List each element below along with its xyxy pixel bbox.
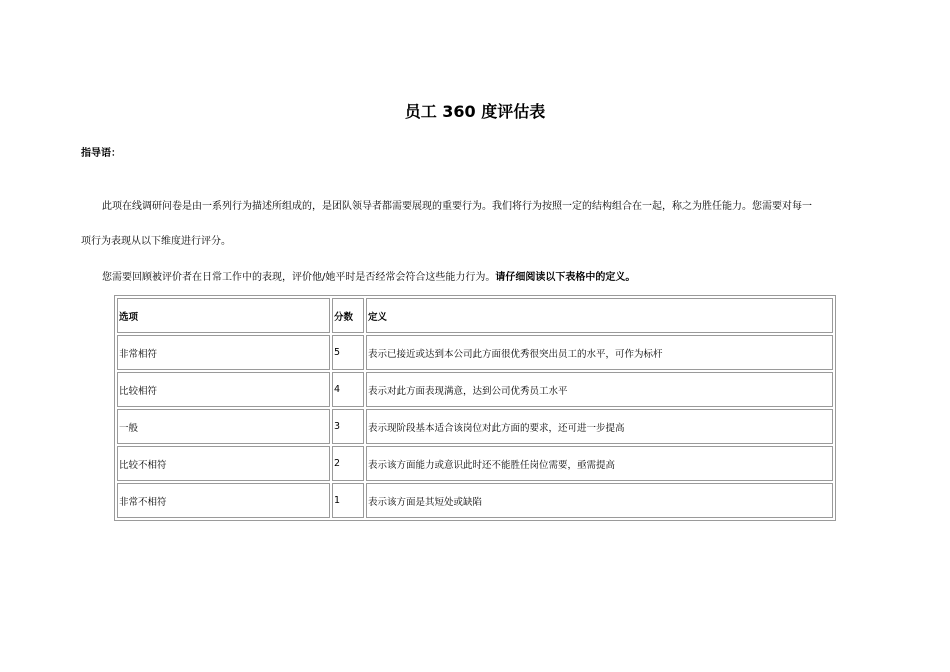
instruction-emphasis: 请仔细阅读以下表格中的定义。 xyxy=(495,272,636,283)
cell-score: 3 xyxy=(332,409,364,444)
cell-definition: 表示该方面能力或意识此时还不能胜任岗位需要，亟需提高 xyxy=(366,446,833,481)
cell-definition: 表示该方面是其短处或缺陷 xyxy=(366,483,833,518)
table-row xyxy=(117,409,833,444)
cell-score: 2 xyxy=(332,446,364,481)
instruction-paragraph xyxy=(81,270,892,286)
cell-option: 非常不相符 xyxy=(117,483,330,518)
guide-label: 指导语： xyxy=(81,148,121,159)
instruction-text: 您需要回顾被评价者在日常工作中的表现，评价他/她平时是否经常会符合这些能力行为。 xyxy=(102,272,496,283)
cell-score: 1 xyxy=(332,483,364,518)
intro-paragraph-line-1: 此项在线调研问卷是由一系列行为描述所组成的，是团队领导者都需要展现的重要行为。我们将行为按照一定的结构组合在一起，称之为胜任能力。您需要对每一 xyxy=(102,201,812,212)
cell-definition: 表示已接近或达到本公司此方面很优秀很突出员工的水平，可作为标杆 xyxy=(366,335,833,370)
cell-score: 4 xyxy=(332,372,364,407)
rating-definition-table xyxy=(114,295,836,521)
table-row xyxy=(117,446,833,481)
header-definition: 定义 xyxy=(366,298,833,333)
cell-option: 一般 xyxy=(117,409,330,444)
header-option: 选项 xyxy=(117,298,330,333)
table-header-row xyxy=(117,298,833,333)
table-row xyxy=(117,335,833,370)
cell-option: 比较相符 xyxy=(117,372,330,407)
table-row xyxy=(117,483,833,518)
header-score: 分数 xyxy=(332,298,364,333)
cell-definition: 表示对此方面表现满意，达到公司优秀员工水平 xyxy=(366,372,833,407)
cell-option: 非常相符 xyxy=(117,335,330,370)
cell-score: 5 xyxy=(332,335,364,370)
document-title: 员工 360 度评估表 xyxy=(404,102,546,121)
table-row xyxy=(117,372,833,407)
cell-definition: 表示现阶段基本适合该岗位对此方面的要求，还可进一步提高 xyxy=(366,409,833,444)
cell-option: 比较不相符 xyxy=(117,446,330,481)
intro-paragraph-line-2: 项行为表现从以下维度进行评分。 xyxy=(81,236,231,247)
